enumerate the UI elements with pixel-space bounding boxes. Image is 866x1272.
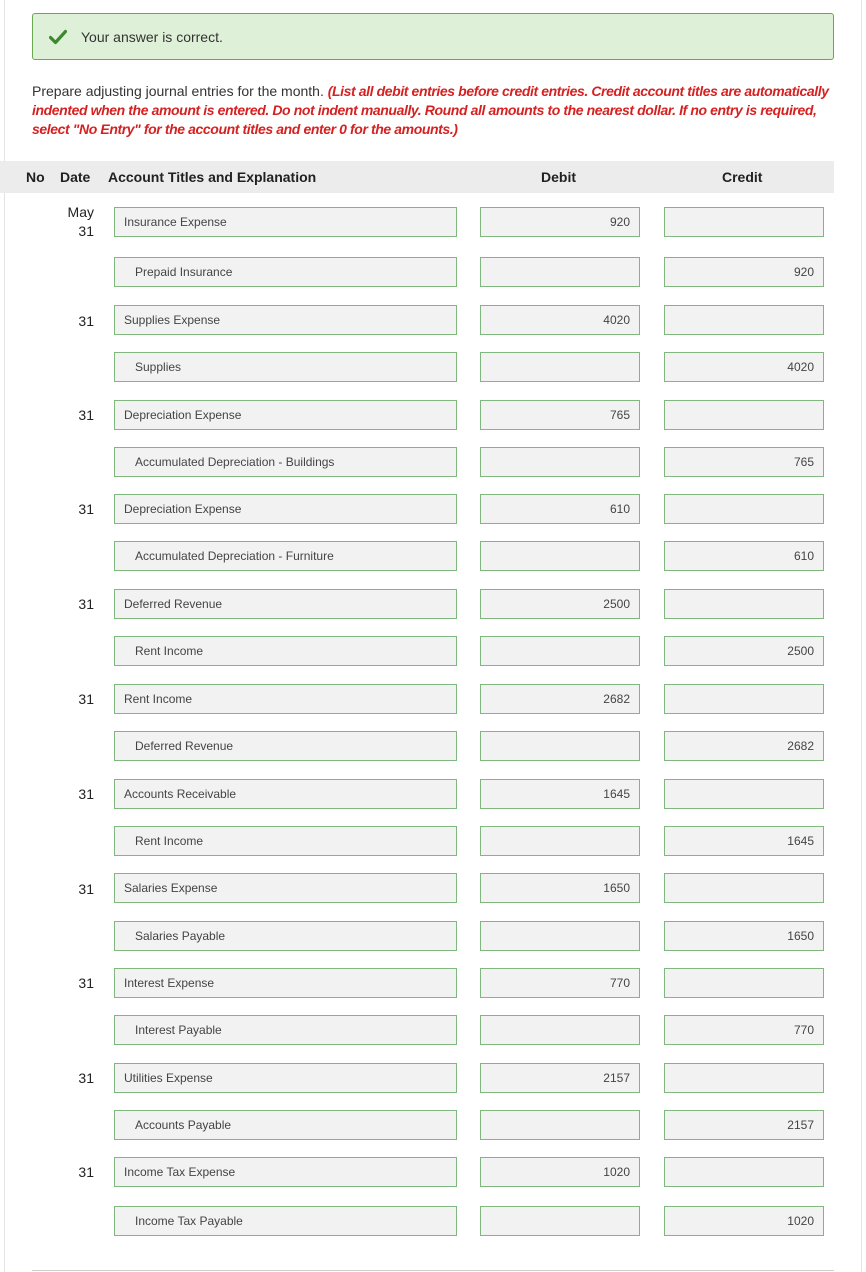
banner-message: Your answer is correct.	[81, 28, 223, 45]
header-no: No	[26, 169, 45, 185]
credit-amount-field[interactable]	[664, 207, 824, 237]
entry-date-day: 31	[78, 223, 94, 239]
debit-account-field[interactable]: Rent Income	[114, 684, 457, 714]
credit-amount-field[interactable]: 920	[664, 257, 824, 287]
entry-date-day: 31	[78, 1070, 94, 1086]
table-row	[0, 494, 866, 526]
credit-amount-field[interactable]	[664, 873, 824, 903]
debit-amount-field[interactable]	[480, 257, 640, 287]
table-row	[0, 968, 866, 1000]
credit-amount-field[interactable]	[664, 968, 824, 998]
table-row	[0, 731, 866, 763]
table-row	[0, 352, 866, 384]
credit-amount-field[interactable]: 1650	[664, 921, 824, 951]
header-date: Date	[60, 169, 91, 185]
debit-amount-field[interactable]: 2157	[480, 1063, 640, 1093]
credit-amount-field[interactable]: 4020	[664, 352, 824, 382]
table-row	[0, 826, 866, 858]
debit-amount-field[interactable]	[480, 731, 640, 761]
credit-account-field[interactable]: Accumulated Depreciation - Furniture	[114, 541, 457, 571]
debit-account-field[interactable]: Utilities Expense	[114, 1063, 457, 1093]
credit-amount-field[interactable]	[664, 400, 824, 430]
credit-amount-field[interactable]	[664, 1157, 824, 1187]
entry-date-day: 31	[78, 407, 94, 423]
credit-account-field[interactable]: Deferred Revenue	[114, 731, 457, 761]
table-row	[0, 1206, 866, 1238]
debit-amount-field[interactable]: 770	[480, 968, 640, 998]
table-row	[0, 589, 866, 621]
credit-amount-field[interactable]	[664, 1063, 824, 1093]
debit-account-field[interactable]: Salaries Expense	[114, 873, 457, 903]
debit-amount-field[interactable]	[480, 1015, 640, 1045]
table-row	[0, 1157, 866, 1189]
credit-amount-field[interactable]: 2682	[664, 731, 824, 761]
debit-account-field[interactable]: Deferred Revenue	[114, 589, 457, 619]
entry-date-day: 31	[78, 501, 94, 517]
credit-amount-field[interactable]: 765	[664, 447, 824, 477]
debit-amount-field[interactable]: 2682	[480, 684, 640, 714]
credit-amount-field[interactable]: 1020	[664, 1206, 824, 1236]
divider	[32, 1270, 834, 1271]
debit-account-field[interactable]: Interest Expense	[114, 968, 457, 998]
table-row	[0, 257, 866, 289]
debit-amount-field[interactable]: 1650	[480, 873, 640, 903]
credit-amount-field[interactable]: 610	[664, 541, 824, 571]
entry-date-month: May	[67, 204, 94, 220]
debit-amount-field[interactable]	[480, 447, 640, 477]
credit-amount-field[interactable]: 770	[664, 1015, 824, 1045]
debit-amount-field[interactable]: 765	[480, 400, 640, 430]
credit-account-field[interactable]: Accounts Payable	[114, 1110, 457, 1140]
debit-amount-field[interactable]	[480, 541, 640, 571]
table-row	[0, 779, 866, 811]
credit-account-field[interactable]: Rent Income	[114, 826, 457, 856]
debit-account-field[interactable]: Accounts Receivable	[114, 779, 457, 809]
debit-amount-field[interactable]	[480, 352, 640, 382]
debit-amount-field[interactable]: 610	[480, 494, 640, 524]
debit-account-field[interactable]: Supplies Expense	[114, 305, 457, 335]
entry-date-day: 31	[78, 691, 94, 707]
credit-amount-field[interactable]	[664, 684, 824, 714]
instructions-lead: Prepare adjusting journal entries for the month.	[32, 83, 324, 99]
debit-account-field[interactable]: Income Tax Expense	[114, 1157, 457, 1187]
debit-amount-field[interactable]: 4020	[480, 305, 640, 335]
entry-date-day: 31	[78, 786, 94, 802]
debit-account-field[interactable]: Depreciation Expense	[114, 494, 457, 524]
debit-account-field[interactable]: Depreciation Expense	[114, 400, 457, 430]
table-row	[0, 1015, 866, 1047]
table-row	[0, 1110, 866, 1142]
credit-account-field[interactable]: Accumulated Depreciation - Buildings	[114, 447, 457, 477]
header-account: Account Titles and Explanation	[108, 169, 317, 185]
header-debit: Debit	[541, 169, 576, 185]
table-row	[0, 921, 866, 953]
header-credit: Credit	[722, 169, 763, 185]
entry-date-day: 31	[78, 596, 94, 612]
credit-account-field[interactable]: Interest Payable	[114, 1015, 457, 1045]
entry-date-day: 31	[78, 975, 94, 991]
credit-account-field[interactable]: Rent Income	[114, 636, 457, 666]
debit-amount-field[interactable]	[480, 921, 640, 951]
debit-amount-field[interactable]: 920	[480, 207, 640, 237]
instructions-note: (List all debit entries before credit entries. Credit account titles are automatically indented when the amount is entered. Do not indent manually. Round all amounts to the nearest dollar. If no entry is required, select "No Entry" for the account titles and enter 0 for the amounts.)	[32, 83, 829, 137]
entry-date-day: 31	[78, 1164, 94, 1180]
table-row	[0, 447, 866, 479]
debit-amount-field[interactable]	[480, 1206, 640, 1236]
debit-amount-field[interactable]	[480, 1110, 640, 1140]
table-row	[0, 873, 866, 905]
credit-amount-field[interactable]	[664, 305, 824, 335]
debit-amount-field[interactable]: 2500	[480, 589, 640, 619]
table-row	[0, 1063, 866, 1095]
debit-amount-field[interactable]	[480, 826, 640, 856]
table-row	[0, 207, 866, 239]
entry-date-day: 31	[78, 313, 94, 329]
credit-amount-field[interactable]	[664, 779, 824, 809]
credit-amount-field[interactable]	[664, 589, 824, 619]
credit-amount-field[interactable]: 1645	[664, 826, 824, 856]
credit-account-field[interactable]: Supplies	[114, 352, 457, 382]
table-row	[0, 541, 866, 573]
table-row	[0, 400, 866, 432]
debit-amount-field[interactable]	[480, 636, 640, 666]
credit-amount-field[interactable]	[664, 494, 824, 524]
credit-amount-field[interactable]: 2157	[664, 1110, 824, 1140]
credit-account-field[interactable]: Salaries Payable	[114, 921, 457, 951]
table-row	[0, 684, 866, 716]
credit-account-field[interactable]: Prepaid Insurance	[114, 257, 457, 287]
debit-amount-field[interactable]: 1645	[480, 779, 640, 809]
credit-account-field[interactable]: Income Tax Payable	[114, 1206, 457, 1236]
credit-amount-field[interactable]: 2500	[664, 636, 824, 666]
table-row	[0, 305, 866, 337]
debit-account-field[interactable]: Insurance Expense	[114, 207, 457, 237]
debit-amount-field[interactable]: 1020	[480, 1157, 640, 1187]
table-row	[0, 636, 866, 668]
entry-date-day: 31	[78, 881, 94, 897]
